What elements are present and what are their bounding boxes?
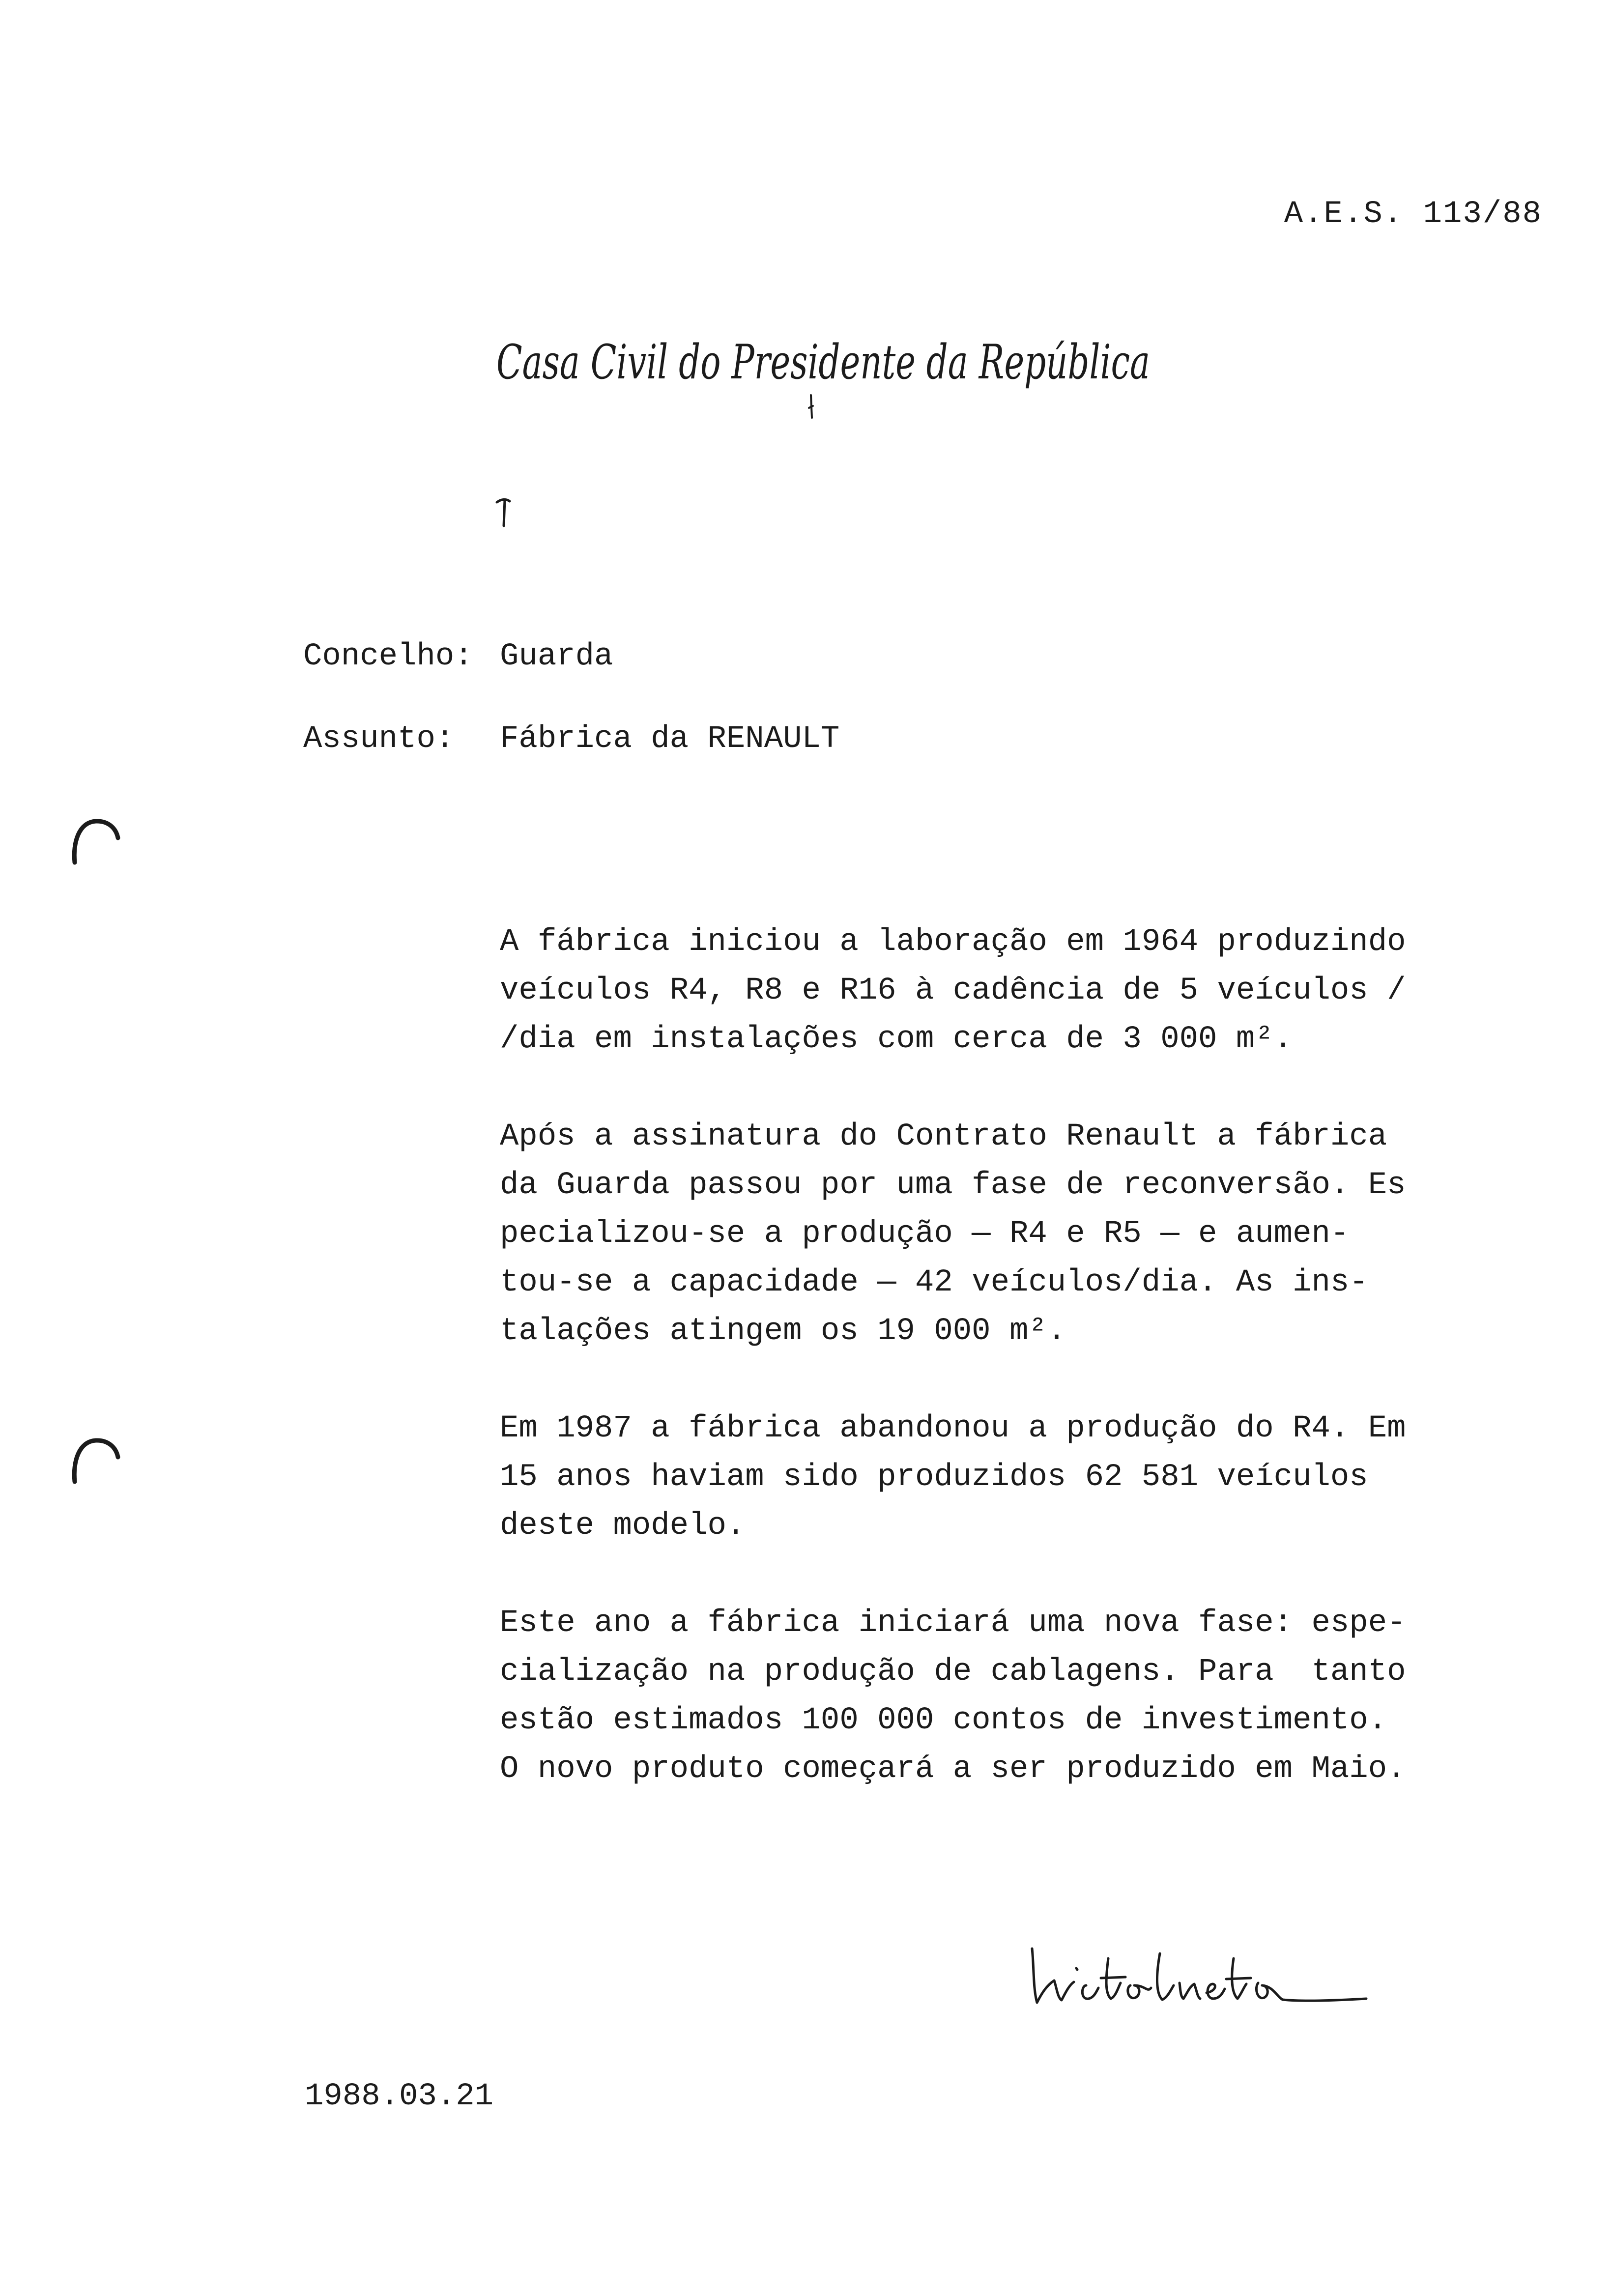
paragraph-line: da Guarda passou por uma fase de reconversão. Es: [500, 1168, 1406, 1203]
paragraph-line: estão estimados 100 000 contos de investimento.: [500, 1703, 1387, 1738]
ink-mark: [806, 393, 816, 423]
concelho-value: Guarda: [500, 639, 613, 674]
paragraph-line: pecializou-se a produção — R4 e R5 — e aumen-: [500, 1216, 1350, 1252]
paragraph-line: deste modelo.: [500, 1508, 746, 1544]
paragraph-line: 15 anos haviam sido produzidos 62 581 veículos: [500, 1460, 1368, 1495]
document-date: 1988.03.21: [305, 2079, 494, 2114]
paragraph-line: Após a assinatura do Contrato Renault a fábrica: [500, 1119, 1387, 1154]
ink-mark: [494, 496, 514, 531]
concelho-field: [303, 639, 613, 674]
paragraph: [500, 918, 1448, 1064]
assunto-field: [303, 721, 839, 757]
document-reference: A.E.S. 113/88: [1284, 197, 1542, 232]
punch-hole-mark: [69, 813, 123, 867]
letterhead: [496, 319, 1160, 413]
paragraph-line: Em 1987 a fábrica abandonou a produção do R4. Em: [500, 1411, 1406, 1446]
document-body: [500, 918, 1448, 1842]
concelho-label: Concelho:: [303, 639, 473, 674]
paragraph-line: talações atingem os 19 000 m².: [500, 1314, 1066, 1349]
paragraph: [500, 1405, 1448, 1550]
paragraph-line: tou-se a capacidade — 42 veículos/dia. As ins-: [500, 1265, 1368, 1300]
paragraph-line: cialização na produção de cablagens. Para tanto: [500, 1654, 1406, 1690]
paragraph-line: veículos R4, R8 e R16 à cadência de 5 veículos /: [500, 973, 1406, 1008]
paragraph-line: Este ano a fábrica iniciará uma nova fase: espe-: [500, 1606, 1406, 1641]
assunto-value: Fábrica da RENAULT: [500, 721, 840, 757]
paragraph-line: O novo produto começará a ser produzido em Maio.: [500, 1751, 1406, 1787]
paragraph-line: /dia em instalações com cerca de 3 000 m².: [500, 1022, 1293, 1057]
paragraph-line: A fábrica iniciou a laboração em 1964 produzindo: [500, 924, 1406, 960]
punch-hole-mark: [69, 1433, 123, 1487]
assunto-label: Assunto:: [303, 721, 455, 757]
paragraph: [500, 1113, 1448, 1356]
letterhead-title: Casa Civil do Presidente da República: [496, 335, 1150, 390]
handwritten-signature: [1027, 1939, 1371, 2012]
paragraph: [500, 1599, 1448, 1794]
